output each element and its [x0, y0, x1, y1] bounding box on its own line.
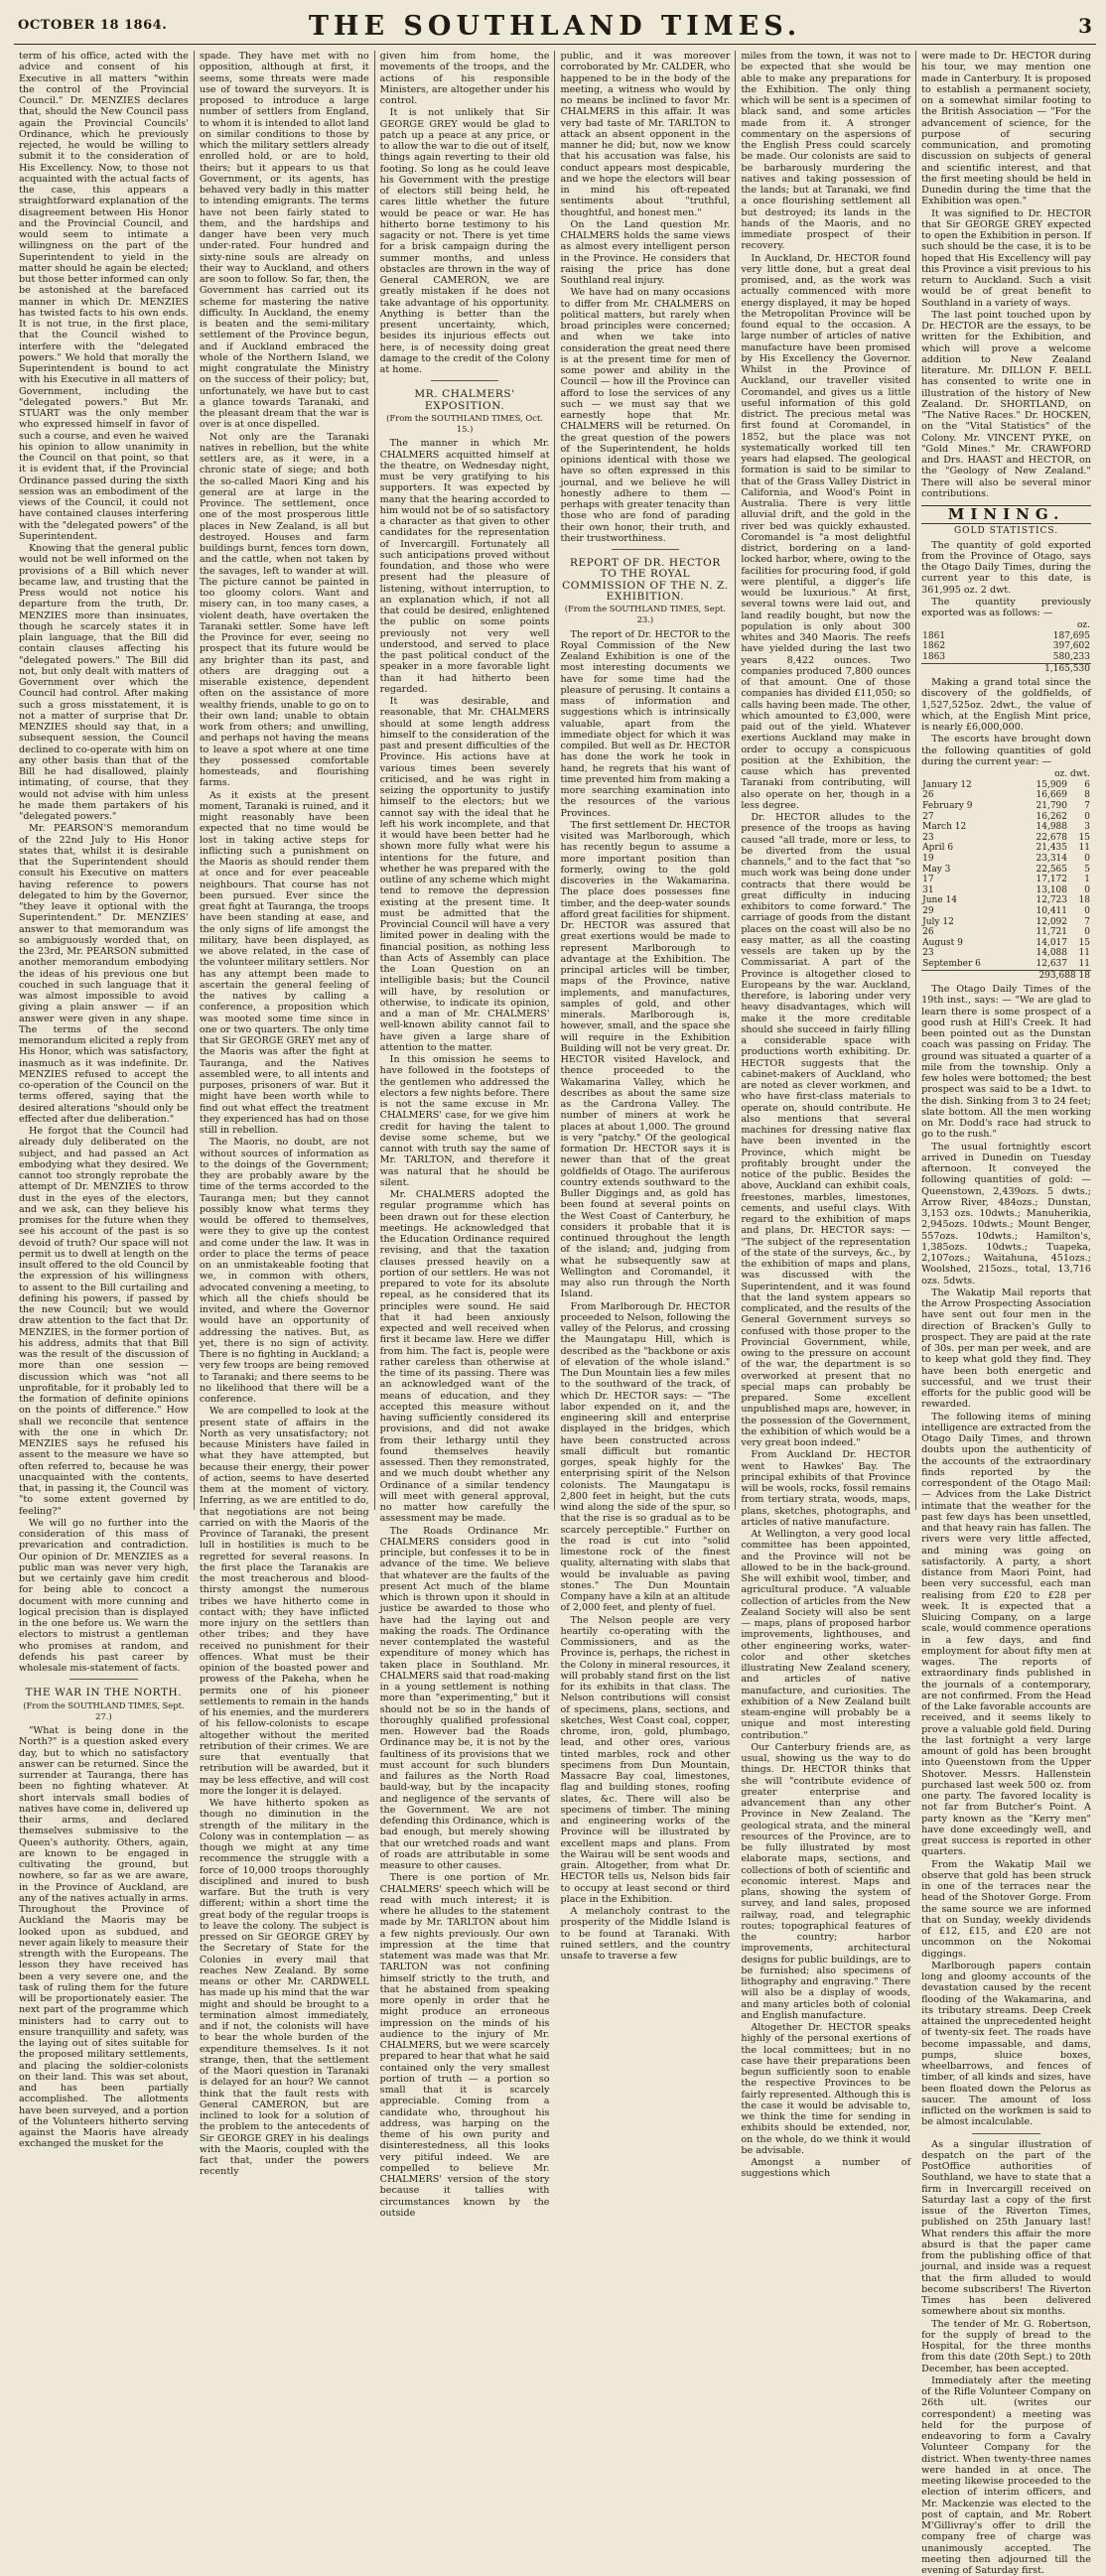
table-cell-dwt: 18 — [1078, 895, 1090, 906]
table-cell — [921, 970, 1012, 981]
issue-date: OCTOBER 18 1864. — [18, 18, 168, 33]
table-cell-date: June 14 — [922, 895, 957, 906]
article-heading-hector-report: REPORT OF DR. HECTOR TO THE ROYAL COMMISSION OF THE N. Z. EXHIBITION. — [562, 557, 729, 603]
table-cell-dwt: 0 — [1084, 853, 1090, 864]
article-heading-chalmers-exposition: MR. CHALMERS' EXPOSITION. — [414, 388, 515, 412]
paragraph: The Roads Ordinance Mr. CHALMERS considers good in principle, but confesses it to be in advance of the time. We believe that whatever are the faults of the present Act much of the blame which is thrown upon it should in justice be awarded to those who have had the laying out and making the roads. The Ordinance never contemplated the wasteful expenditure of money which has taken place in Southland. Mr. CHALMERS said that road-making in a young settlement is nothing more than "experimenting," but it should not be so in the hands of thoroughly qualified professional men. However bad the Roads Ordinance may be, it is not by the faultiness of its provisions that we must account for such blunders and failures as the North Road bauld-way, but by the incapacity and negligence of the servants of the Government. We are not defending this Ordinance, which is bad enough, but merely showing that our wretched roads and want of roads are attributable in some measure to other causes. — [379, 1525, 550, 1871]
table-row — [921, 652, 1091, 663]
table-cell-oz: 21,435 — [1036, 843, 1068, 854]
table-total-cell: 1,165,530 — [980, 663, 1091, 674]
article-source: (From the SOUTHLAND TIMES, Sept. 23.) — [564, 604, 727, 625]
table-cell-date: 26 — [922, 927, 934, 938]
paragraph: The quantity of gold exported from the Province of Otago, says the Otago Daily Times, during the current year to this date, is 361,995 oz. 2 dwt. — [921, 539, 1091, 596]
table-cell-oz: 14,088 — [1036, 948, 1068, 959]
table-cell-dwt: 0 — [1084, 927, 1090, 938]
article-source: (From the SOUTHLAND TIMES, Sept. 27.) — [23, 1699, 185, 1721]
table-cell-year: 1862 — [922, 641, 946, 652]
section-heading-mining: MINING. — [921, 505, 1091, 524]
paragraph: given him from home, the movements of the troops, and the actions of his responsible Ministers, are altogether under his control. — [379, 51, 550, 106]
table-cell-dwt: 11 — [1078, 843, 1090, 854]
paragraph: It was signified to Dr. HECTOR that Sir GEORGE GREY expected to open the Exhibition in person. If such should be the case, it is to be hoped that His Excellency will pay this Province a visit previous to his return to Auckland. Such a visit would be of great benefit to Southland in a variety of ways. — [921, 207, 1091, 309]
table-cell-dwt: 6 — [1084, 779, 1090, 790]
table-cell-dwt: 5 — [1084, 864, 1090, 875]
table-cell-oz: 22,678 — [1036, 832, 1068, 843]
paragraph: Not only are the Taranaki natives in rebellion, but the white settlers are, as it were, in a chronic state of siege; and both the so-called Maori King and his general are at large in the Province. The settlement, once one of the most prosperous little places in New Zealand, is all but destroyed. Houses and farm buildings burnt, fences torn down, and the cattle, when not taken by the savages, left to wander at will. The picture cannot be painted in too gloomy colors. Want and misery can, in too many cases, a violent death, have overtaken the Taranaki settler. Some have left the Province for ever, seeing no prospect that its future would be any brighter than its past, and others are dragging out a miserable existence, dependent often on the assistance of more wealthy friends, unable to go on to their own land; unable to obtain work from others; and unwilling, and perhaps not having the means to leave a spot where at one time they possessed comfortable homesteads, and flourishing farms. — [199, 431, 369, 789]
paragraph: As a singular illustration of despatch on the part of the PostOffice authorities of Southland, we have to state that a firm in Invercargill received on Saturday last a copy of the first issue of the Riverton Times, published on 25th January last! What renders this affair the more absurd is that the paper came from the publishing office of that journal, and inside was a request that the firm alluded to would become subscribers! The Riverton Times has been delivered somewhere about six months. — [921, 2138, 1091, 2318]
table-cell-oz: 16,262 — [1036, 811, 1068, 822]
divider — [612, 549, 679, 550]
table-cell-dwt: 0 — [1084, 811, 1090, 822]
table-cell-date: 19 — [922, 853, 934, 864]
table-cell-oz: 16,669 — [1036, 790, 1068, 801]
table-row — [921, 843, 1091, 854]
column-1 — [14, 51, 195, 2150]
table-cell-oz: 13,108 — [1036, 884, 1068, 895]
table-cell-oz: 14,988 — [1036, 822, 1068, 833]
table-cell-oz: 17,172 — [1036, 875, 1068, 885]
table-total-row — [921, 663, 1091, 674]
table-total-cell: 293,688 18 — [1012, 970, 1091, 981]
paragraph: We have had on many occasions to differ from Mr. CHALMERS on political matters, but rarely when broad principles were concerned; and when we take into consideration the great need there is at the present time for men of some power and ability in the Council — how ill the Province can afford to lose the services of any such — we must say that we earnestly hope that Mr. CHALMERS will be returned. On the great question of the powers of the Superintendent, he holds opinions identical with those we have so often expressed in this journal, and we believe he will honestly adhere to them — perhaps with greater tenacity than those who are fond of parading their own honor, their truth, and their trustworthiness. — [560, 287, 731, 544]
paragraph: were made to Dr. HECTOR during his tour, we may mention one made in Canterbury. It is proposed to establish a permanent society, on a somewhat similar footing to the British Association — "For the advancement of science, for the purpose of securing communication, and promoting discussion on subjects of general and scientific interest, and that the first meeting should be held in Dunedin during the time that the Exhibition was open." — [921, 51, 1091, 207]
paragraph: In this omission he seems to have followed in the footsteps of the gentlemen who addressed the electors a few nights before. There is not the same excuse in Mr. CHALMERS' case, for we give him credit for having the talent to devise some scheme, but we cannot with truth say the same of Mr. TARLTON, and therefore it was natural that he should be silent. — [379, 1054, 550, 1188]
paragraph: Our Canterbury friends are, as usual, showing us the way to do things. Dr. HECTOR thinks that she will "contribute evidence of greater enterprise and advancement than any other Province in New Zealand. The geological strata, and the mineral resources of the Province, are to be fully illustrated by most elaborate maps, sections, and collections of both of scientific and economic interest. Maps and plans, showing the system of survey, and land sales, proposed railway, road, and telegraphic routes; topographical features of the country; harbor improvements, architectural designs for public buildings, are to be furnished; also specimens of lithography and engraving." There will also be a display of woods, and many articles both of colonial and English manufacture. — [741, 1741, 911, 2021]
paragraph: The report of Dr. HECTOR to the Royal Commission of the New Zealand Exhibition is one of the most interesting documents we have for some time had the pleasure of perusing. It contains a mass of information and suggestions which is intrinsically valuable, apart from the immediate object for which it was compiled. But well as Dr. HECTOR has done the work he took in hand, he regrets that his want of time prevented him from making a more searching examination into the resources of the various Provinces. — [560, 628, 731, 819]
divider — [972, 2133, 1039, 2134]
table-row — [921, 885, 1091, 896]
table-cell-dwt: 15 — [1078, 937, 1090, 948]
paragraph: term of his office, acted with the advice and consent of his Executive in all matters "within the control of the Provincial Council." Dr. MENZIES declares that, should the New Council pass again the Provincial Councils' Ordinance, which he previously rejected, he would be willing to submit it to the consideration of His Excellency. Now, to those not acquainted with the actual facts of the case, this appears a straightforward explanation of the disagreement between His Honor and the Provincial Council, and would seem to intimate a willingness on the part of the Superintendent to yield in the matter should he again be elected; but those better informed can only be astonished at the barefaced manner in which Dr. MENZIES has twisted facts to his own ends. It is not true, in the first place, that the Council wished to interfere with the "delegated powers." We hold that morally the Superintendent is bound to act with his Executive in all matters of Government, including the "delegated powers." But Mr. STUART was the only member who expressed himself in favor of such a course, and even he waived his opinion to allow unanimity in the Council on that point, so that it is evident that, if the Provincial Ordinance passed during the sixth session was an embodiment of the views of the Council, it could not have contained clauses interfering with the "delegated powers" of the Superintendent. — [19, 51, 189, 542]
column-4 — [555, 51, 736, 1962]
column-3 — [375, 51, 556, 2219]
paragraph: The Wakatip Mail reports that the Arrow Prospecting Association have sent out four men in the direction of Bracken's Gully to prospect. They are paid at the rate of 30s. per man per week, and are to keep what gold they find. They have been both energetic and successful, and we trust their efforts for the public good will be rewarded. — [921, 1287, 1091, 1411]
table-row — [921, 790, 1091, 801]
paragraph: At Wellington, a very good local committee has been appointed, and the Province will not be allowed to be in the back-ground. She will exhibit wool, timber, and agricultural produce. "A valuable collection of articles from the New Zealand Society will also be sent — maps, plans of proposed harbor improvements, lighthouses, and other engineering works, water-color and other sketches illustrating New Zealand scenery, and articles of native manufacture, and curiosities. The exhibition of a New Zealand built steam-engine will probably be a unique and most interesting contribution." — [741, 1529, 911, 1741]
table-cell-oz: 22,565 — [1036, 864, 1068, 875]
paragraph: The manner in which Mr. CHALMERS acquitted himself at the theatre, on Wednesday night, must be very gratifying to his supporters. It was expected by many that the hearing accorded to him would not be of so satisfactory a character as that given to other candidates for the representation of Invercargill. Fortunately all such anticipations proved without foundation, and those who were present had the pleasure of listening, without interruption, to an explanation which, if not all that could be desired, enlightened the public on some points previously not very well understood, and served to place the past political conduct of the speaker in a more favorable light than it had hitherto been regarded. — [379, 438, 550, 695]
table-cell-date: 23 — [922, 948, 934, 959]
subheading-gold-statistics: GOLD STATISTICS. — [953, 526, 1059, 537]
paragraph: Altogether Dr. HECTOR speaks highly of the personal exertions of the local committees; but in no case have their preparations been begun sufficiently soon to enable the respective Provinces to be fairly represented. Although this is the case it would be advisable to, we think the time for sending in exhibits should be extended, nor, on the whole, do we think it would be advisable. — [741, 2022, 911, 2156]
paragraph: Marlborough papers contain long and gloomy accounts of the devastation caused by the recent flooding of the Wakamarina, and its tributary streams. Deep Creek attained the unprecedented height of twenty-six feet. The roads have become impassable, and dams, pumps, sluice boxes, wheelbarrows, and fences of timber, of all kinds and sizes, have been floated down the Pelorus as saucer. The amount of loss inflicted on the workmen is said to be almost incalculable. — [921, 1960, 1091, 2128]
table-cell-dwt: 1 — [1084, 875, 1090, 885]
table-cell-dwt: 8 — [1084, 790, 1090, 801]
paragraph: Knowing that the general public would not be well informed on the provisions of a Bill which never became law, and trusting that the Press would not notice his departure from the truth, Dr. MENZIES more than insinuates, though he scarcely states it in plain language, that the Bill did contain clauses affecting his "delegated powers." The Bill did not, but only dealt with matters of Government over which the Council had control. After making such a gross misstatement, it is not a matter of surprise that Dr. MENZIES should say that, in a subsequent session, the Council declined to co-operate with him on any other basis than that of the Bill he had disallowed, plainly intimating, of course, that they would not advise with him unless he made them partakers of his "delegated powers." — [19, 543, 189, 822]
table-row — [921, 801, 1091, 812]
table-cell-dwt: 0 — [1084, 884, 1090, 895]
table-row — [921, 854, 1091, 865]
paragraph: From Marlborough Dr. HECTOR proceeded to Nelson, following the valley of the Pelorus, and crossing the Maungatapu Hill, which is described as the "backbone or axis of elevation of the whole island." The Dun Mountain lies a few miles to the southward of the track, of which Dr. HECTOR says: — "The labor expended on it, and the engineering skill and enterprise displayed in the bridges, which have been constructed across small difficult but romantic gorges, speak highly for the enterprising spirit of the Nelson colonists. The Maungatapu is 2,800 feet in height, but the cuts wind along the side of the spur, so that the rise is so gradual as to be scarcely perceptible." Further on the road is cut into "solid limestone rock of the finest quality, alternating with slabs that would be invaluable as paving stones." The Dun Mountain Company have a kiln at an altitude of 2,000 feet, and plenty of fuel. — [560, 1300, 731, 1614]
table-cell-oz: 12,092 — [1036, 916, 1068, 927]
table-cell-date: 31 — [922, 884, 934, 895]
table-cell-dwt: 0 — [1084, 905, 1090, 916]
table-row — [921, 948, 1091, 959]
table-cell-oz: 187,695 — [1052, 630, 1090, 641]
table-row — [921, 812, 1091, 823]
table-cell-dwt: 11 — [1078, 958, 1090, 969]
paragraph: We have hitherto spoken as though no diminution in the strength of the military in the Colony was in contemplation — as though we might at any time recommence the struggle with a force of 10,000 troops thoroughly disciplined and inured to bush warfare. But the truth is very different; within a short time the great body of the regular troops is to leave the colony. The subject is pressed on Sir GEORGE GREY by the Secretary of State for the Colonies in every mail that reaches New Zealand. By some means or other Mr. CARDWELL has made up his mind that the war might and should be brought to a termination almost immediately, and if not, the colonists will have to bear the whole burden of the expenditure themselves. Is it not strange, then, that the settlement of the Maori question in Taranaki is delayed for an hour? We cannot think that the fault rests with General CAMERON, but are inclined to look for a solution of the problem to the antecedents of Sir GEORGE GREY in his dealings with the Maoris, coupled with the fact that, under the powers recently — [199, 1798, 369, 2178]
table-cell-date: 17 — [922, 875, 934, 885]
table-cell-dwt: 7 — [1084, 916, 1090, 927]
table-cell-date: 27 — [922, 811, 934, 822]
table-row — [921, 927, 1091, 938]
table-cell-date: January 12 — [922, 779, 972, 790]
table-cell-date: February 9 — [922, 801, 973, 811]
paragraph: Making a grand total since the discovery of the goldfields, of 1,527,525oz. 2dwt., the value of which, at the English Mint price, is nearly £6,000,000. — [921, 677, 1091, 734]
table-cell-oz: 14,017 — [1036, 937, 1068, 948]
paragraph: miles from the town, it was not to be expected that she would be able to make any preparations for the Exhibition. The only thing which will be sent is a specimen of black sand, and some articles made from it. A stronger commentary on the aspersions of the English Press could scarcely be made. Our colonists are said to be barbarously murdering the natives and taking possession of the lands; but at Taranaki, we find a once flourishing settlement all but destroyed; its lands in the hands of the Maoris, and no immediate prospect of their recovery. — [741, 51, 911, 252]
paragraph: In Auckland, Dr. HECTOR found very little done, but a great deal promised, and, as the work was actually commenced with more energy displayed, it may be hoped the Metropolitan Province will be found equal to the occasion. A large number of articles of native manufacture have been promised by His Excellency the Governor. Whilst in the Province of Auckland, our traveller visited Coromandel, and gives us a little useful information of this gold district. The precious metal was first found at Coromandel, in 1852, but the place was not systematically worked till ten years had elapsed. The geological formation is said to be similar to that of the Grass Valley District in California, and Wood's Point in Australia. There is very little alluvial drift, and the gold in the river bed was quickly exhausted. Coromandel is "a most delightful district, bordering on a land-locked harbor, where, owing to the facilities for procuring food, if gold were plentiful, a digger's life would be luxurious." At first, several towns were laid out, and land readily bought, but now the population is only about 300 whites and 340 Maoris. The reefs have yielded during the last two years 8,422 ounces. Two companies produced 7,800 ounces of that amount. One of those companies has divided £11,050; so calls having been made. The other, which amounted to £3,000, were paid out of the yield. Whatever exertions Auckland may make in order to occupy a conspicuous position at the Exhibition, the cause which has prevented Taranaki from contributing, will also operate on her, though in a less degree. — [741, 252, 911, 811]
article-columns — [14, 51, 1096, 2576]
paragraph: There is one portion of Mr. CHALMERS' speech which will be read with much interest; it is where he alludes to the statement made by Mr. TARLTON about him a few nights previously. Our own impression at the time that statement was made was that Mr. TARLTON was not confining himself strictly to the truth, and that he abstained from speaking more openly in order that he might produce an erroneous impression on the minds of his audience to the injury of Mr. CHALMERS, but we were scarcely prepared to hear that what he said contained only the very smallest portion of truth — a portion so small that it is scarcely appreciable. Coming from a candidate who, throughout his address, was harping on the theme of his own purity and disinterestedness, all this looks very pitiful indeed. We are compelled to believe Mr. CHALMERS' version of the story because it tallies with circumstances known by the outside — [379, 1872, 550, 2219]
table-cell-date: July 12 — [922, 916, 954, 927]
table-cell — [921, 663, 980, 674]
table-cell-oz: 23,314 — [1036, 853, 1068, 864]
article-heading-war-in-the-north: THE WAR IN THE NORTH. — [25, 1687, 183, 1699]
newspaper-title: THE SOUTHLAND TIMES. — [308, 11, 802, 42]
divider — [431, 380, 498, 381]
table-cell-year: 1863 — [922, 652, 946, 663]
table-total-row — [921, 970, 1091, 981]
table-cell-oz: 580,233 — [1052, 652, 1090, 663]
table-header-cell: oz. dwt. — [1054, 769, 1090, 780]
paragraph: Amongst a number of suggestions which — [741, 2157, 911, 2180]
column-6 — [916, 51, 1096, 2576]
table-row — [921, 917, 1091, 928]
table-cell-oz: 12,723 — [1036, 895, 1068, 906]
paragraph: The tender of Mr. G. Robertson, for the supply of bread to the Hospital, for the three months from this date (20th Sept.) to 20th December, has been accepted. — [921, 2318, 1091, 2374]
paragraph: The Nelson people are very heartily co-operating with the Commissioners, and as the Province is, perhaps, the richest in the Colony in mineral resources, it will probably stand first on the list for its exhibits in that class. The Nelson contributions will consist of specimens, plans, sections, and sketches, West Coast coal, copper, chrome, iron, gold, plumbago, lead, and other ores, various tinted marbles, rock and other specimens from Dun Mountain, Massacre Bay coal, limestones, flag and building stones, roofing slates, &c. There will also be specimens of timber. The mining and engineering works of the Province will be illustrated by excellent maps and plans. From the Wairau will be sent woods and grain. Altogether, from what Dr. HECTOR tells us, Nelson bids fair to occupy at least second or third place in the Exhibition. — [560, 1614, 731, 1905]
table-cell-oz: 397,602 — [1052, 641, 1090, 652]
table-cell-date: 29 — [922, 905, 934, 916]
table-cell-oz: 11,721 — [1036, 927, 1068, 938]
paragraph: He forgot that the Council had already duly deliberated on the subject, and had passed an Act embodying what they desired. We cannot too strongly reprobate the attempt of Dr. MENZIES to throw dust in the eyes of the electors, and we ask, can they believe his promises for the future when they see his account of the past is so devoid of truth? Our space will not permit us to dwell at length on the insult offered to the old Council by the expression of his willingness to assent to the Bill curtailing and defining his powers, if passed by the new Council; but we would draw attention to the fact that Dr. MENZIES, in the former portion of his address, admits that that Bill was the result of the discussion of more than one session — discussion which was "not all unprofitable, for it probably led to the formation of definite opinions on the points of difference." How shall we reconcile that sentence with the one in which Dr. MENZIES says he refused his assent to the measure we have so often referred to, because he was unacquainted with the contents, that, in passing it, the Council was "to some extent governed by feeling?" — [19, 1126, 189, 1517]
table-cell-oz: 12,637 — [1036, 958, 1068, 969]
table-header-row — [921, 769, 1091, 780]
table-row — [921, 938, 1091, 949]
masthead — [14, 8, 1096, 45]
paragraph: From Auckland Dr. HECTOR went to Hawkes' Bay. The principal exhibits of that Province will be wools, rocks, fossil remains from tertiary strata, woods, maps, plans, sketches, photographs, and articles of native manufacture. — [741, 1449, 911, 1528]
escort-table — [921, 769, 1091, 981]
paragraph: public, and it was moreover corroborated by Mr. CALDER, who happened to be in the body of the meeting, a witness who would by no means be inclined to favor Mr. CHALMERS in this affair. It was very bad taste of Mr. TARLTON to attack an absent opponent in the manner he did; but, now we know that his accusation was false, his conduct appears most despicable, and we hope the electors will bear in mind his oft-repeated sentiments about "truthful, thoughtful, and honest men." — [560, 51, 731, 218]
table-cell-date: 26 — [922, 790, 934, 801]
divider — [69, 1679, 137, 1680]
paragraph: The Otago Daily Times of the 19th inst., says: — "We are glad to learn there is some prospect of a good rush at Hill's Creek. It had been pointed out as the Dunstan coach was passing on Friday. The ground was situated a quarter of a mile from the township. Only a few holes were bottomed; the best prospect was said to be a 1dwt. to the dish. Sinking from 3 to 24 feet; slate bottom. All the men working on Mr. Dodd's race had struck to go to the rush." — [921, 984, 1091, 1141]
table-header-row — [921, 620, 1091, 631]
table-cell-oz: 15,909 — [1036, 779, 1068, 790]
table-row — [921, 641, 1091, 652]
table-row — [921, 865, 1091, 876]
table-cell-dwt: 15 — [1078, 832, 1090, 843]
paragraph: We will go no further into the consideration of this mass of prevarication and contradiction. Our opinion of Dr. MENZIES as a public man was never very high, but we certainly gave him credit for being able to concoct a document with more cunning and logical precision than is displayed in the one before us. We warn the electors to mistrust a gentleman who promises at random, and defends his past career by wholesale mis-statement of facts. — [19, 1517, 189, 1674]
table-row — [921, 780, 1091, 791]
table-cell-oz: 21,790 — [1036, 801, 1068, 811]
table-row — [921, 631, 1091, 642]
table-cell-date: March 12 — [922, 822, 967, 833]
paragraph: A melancholy contrast to the prosperity of the Middle Island is to be found at Taranaki. With ruined settlers, and the country unsafe to traverse a few — [560, 1906, 731, 1962]
table-row — [921, 906, 1091, 917]
paragraph: Dr. HECTOR alludes to the presence of the troops as having caused "all trade, more or less, to be diverted from the usual channels," and to the fact that "so much work was being done under contracts that there would be great difficulty in inducing exhibitors to come forward." The carriage of goods from the distant places on the coast will also be no easy matter, as all the coasting vessels are taken up by the Commissariat. A part of the Province is altogether closed to Europeans by the war. Auckland, therefore, is laboring under very heavy disadvantages, which will make it the more creditable should she succeed in fairly filling a considerable space with productions worth exhibiting. Dr. HECTOR suggests that the cabinet-makers of Auckland, who are noted as clever workmen, and who have first-class materials to operate on, should contribute. He also mentions that several machines for dressing native flax have been invented in the Province, which might be profitably brought under the notice of the public. Besides the above, Auckland can exhibit coals, freestones, marbles, limestones, cements, and useful clays. With regard to the exhibition of maps and plans, Dr. HECTOR says: — "The subject of the representation of the state of the surveys, &c., by the exhibition of maps and plans, was discussed with the Superintendent, and it was found that the land system appears so complicated, and the results of the General Government surveys so confused with those proper to the Provincial Government, while, owing to the pressure on account of the war, the department is so overworked at present that no special maps can probably be prepared. Some excellent unpublished maps are, however, in the possession of the Government, the exhibition of which would be a very great boon indeed." — [741, 812, 911, 1448]
table-row — [921, 875, 1091, 885]
paragraph: We are compelled to look at the present state of affairs in the North as very unsatisfactory; not because Ministers have failed in what they have attempted, but because their energy, their power of action, seems to have deserted them at the moment of victory. Inferring, as we are entitled to do, that negotiations are not being carried on with the Maoris of the Province of Taranaki, the present lull in hostilities is much to be regretted for several reasons. In the first place the Taranakis are the most treacherous and blood-thirsty amongst the numerous tribes we have hitherto come in contact with; they have inflicted more injury on the settlers than other tribes; and they have received no punishment for their offences. What must be their opinion of the boasted power and prowess of the Pakeha, when he permits one of his pioneer settlements to remain in the hands of his enemies, and the murderers of his fellow-colonists to escape altogether without the merited retribution of their crimes. We are sure that eventually that retribution will be awarded, but it may be less effective, and will cost more the longer it is delayed. — [199, 1406, 369, 1797]
paragraph: The last point touched upon by Dr. HECTOR are the essays, to be written for the Exhibition, and which will prove a welcome addition to New Zealand literature. Mr. DILLON F. BELL has consented to write one in illustration of the history of New Zealand. Dr. SHORTLAND, on "The Native Races." Dr. HOCKEN, on the "Vital Statistics" of the Colony. Mr. VINCENT PYKE, on "Gold Mines." Mr. CRAWFORD and Drs. HAAST and HECTOR, on the "Geology of New Zealand." There will also be several minor contributions. — [921, 309, 1091, 499]
paragraph: Mr. PEARSON'S memorandum of the 22nd July to His Honor states that, whilst it is desirable that the Superintendent should consult his Executive on matters having reference to powers delegated to him by the Governor, "they leave it optional with the Superintendent." Dr. MENZIES' answer to that memorandum was so ambiguously worded that, on the 23rd, Mr. PEARSON submitted another memorandum embodying the ideas of his previous one but couched in such language that it was almost impossible to avoid giving a plain answer — if an answer were given in any shape. The terms of the second memorandum elicited a reply from His Honor, which was satisfactory, inasmuch as it was indefinite. Dr. MENZIES refused to accept the co-operation of the Council on the terms offered, saying that the desired alterations "should only be effected after due deliberation." — [19, 823, 189, 1125]
table-cell-date: August 9 — [922, 937, 963, 948]
paragraph: spade. They have met with no opposition, although at first, it seems, some threats were made use of toward the surveyors. It is proposed to introduce a large number of settlers from England, to whom it is intended to allot land on similar conditions to those by which the military settlers already enrolled hold, or are to hold, theirs; but it appears to us that Government, or its agents, has behaved very badly in this matter to intending emigrants. The terms have not been fairly stated to them, and the hardships and danger have been very much under-rated. Four hundred and sixty-nine souls are already on their way to Auckland, and others are soon to follow. So far, then, the Government has carried out its scheme for mastering the native difficulty. In Auckland, the enemy is beaten and the semi-military settlement of the Province begun, and if Auckland embraced the whole of the Northern Island, we might congratulate the Ministry on the success of their policy; but, unfortunately, we have but to cast a glance towards Taranaki, and the pleasant dream that the war is over is at once dispelled. — [199, 51, 369, 431]
paragraph: As it exists at the present moment, Taranaki is ruined, and it might reasonably have been expected that no time would be lost in taking active steps for inflicting such a punishment on the Maoris as should render them at once and for ever peaceable neighbours. That course has not been pursued. Ever since the great fight at Tauranga, the troops have been standing at ease, and the only signs of life amongst the military, have been displayed, as we above related, in the case of the volunteer military settlers. Nor has any attempt been made to ascertain the general feeling of the natives by calling a conference, a proposition which was mooted some time since in one or two quarters. The only time that Sir GEORGE GREY met any of the Maoris was after the fight at Tauranga, and the Natives assembled were, to all intents and purposes, prisoners of war. But it might have been worth while to find out what effect the treatment they experienced has had on those still in rebellion. — [199, 789, 369, 1136]
paragraph: Immediately after the meeting of the Rifle Volunteer Company on 26th ult. (writes our correspondent) a meeting was held for the purpose of endeavoring to form a Cavalry Volunteer Company for the district. When twenty-three names were handed in at once. The meeting likewise proceeded to the election of interim officers, and Mr. Mackenzie was elected to the post of captain, and Mr. Robert M'Gillivray's offer to drill the company free of charge was unanimously accepted. The meeting then adjourned till the evening of Saturday first. — [921, 2374, 1091, 2576]
table-cell-oz: 10,411 — [1036, 905, 1068, 916]
table-cell-date: 23 — [922, 832, 934, 843]
paragraph: The first settlement Dr. HECTOR visited was Marlborough, which has recently begun to assume a more important position than formerly, owing to the gold discoveries in the Wakamarina. The place does possesses fine timber, and the deep-water sounds afford great facilities for shipment. Dr. HECTOR was assured that great exertions would be made to represent Marlborough to advantage at the Exhibition. The principal articles will be timber, maps of the Province, native implements, and manufactures, samples of gold, and other minerals. Marlborough is, however, small, and the space she will require in the Exhibition Building will not be very great. Dr. HECTOR visited Havelock, and thence proceeded to the Wakamarina Valley, which he describes as about the same size as the Cardrona Valley. The number of miners at work he places at about 1,000. The ground is very "patchy." Of the geological formation Dr. HECTOR says it is newer than that of the great goldfields of Otago. The auriferous country extends southward to the Buller Diggings and, as gold has been found at several points on the West Coast of Canterbury, he considers it probable that it is continued throughout the length of the island; and, judging from what he subsequently saw at Wellington and Coromandel, it may also run through the North Island. — [560, 819, 731, 1300]
article-source: (From the SOUTHLAND TIMES, Oct. 15.) — [386, 412, 544, 434]
yearly-export-table — [921, 620, 1091, 674]
table-cell-year: 1861 — [922, 630, 946, 641]
paragraph: Mr. CHALMERS adopted the regular programme which has been drawn out for these election meetings. He acknowledged that the Education Ordinance required revising, and that the taxation clauses pressed heavily on a portion of our settlers. He was not prepared to vote for its absolute repeal, as he considered that its principles were sound. He said that it had been anxiously expected and well received when first it became law. Here we differ from him. The fact is, people were rather careless than otherwise at the time of its passing. There was an acknowledged want of the means of education, and they accepted this measure without having sufficiently considered its provisions, and did not awake from their lethargy until they found themselves heavily assessed. Then they remonstrated, and we much doubt whether any Ordinance of a similar tendency will meet with general approval, no matter how carefully the assessment may be made. — [379, 1189, 550, 1525]
paragraph: It is not unlikely that Sir GEORGE GREY would be glad to patch up a peace at any price, or to allow the war to die out of itself, things again reverting to their old footing. So long as he could leave his Government with the prestige of electors still being held, he cares little whether the future would be peace or war. He has hitherto borne testimony to his sagacity or not. There is yet time for a brisk campaign during the summer months, and unless obstacles are thrown in the way of General CAMERON, we are greatly mistaken if he does not take advantage of his opportunity. Anything is better than the present uncertainty, which, besides its injurious effects out here, is of necessity doing great damage to the credit of the Colony at home. — [379, 107, 550, 375]
paragraph: On the Land question Mr. CHALMERS holds the same views as almost every intelligent person in the Province. He considers that raising the price has done Southland real injury. — [560, 218, 731, 286]
table-cell-date: April 6 — [922, 843, 954, 854]
paragraph: From the Wakatip Mail we observe that gold has been struck in one of the terraces near the head of the Shotover Gorge. From the same source we are informed that on Sunday, weekly dividends of £12, £15, and £20 are not uncommon on the Nokomai diggings. — [921, 1858, 1091, 1960]
column-5 — [736, 51, 916, 2180]
table-row — [921, 895, 1091, 906]
table-cell-date: September 6 — [922, 958, 981, 969]
paragraph: The escorts have brought down the following quantities of gold during the current year: — — [921, 734, 1091, 767]
table-cell-dwt: 7 — [1084, 801, 1090, 811]
table-row — [921, 833, 1091, 844]
paragraph: "What is being done in the North?" is a question asked every day, but to which no satisfactory answer can be returned. Since the surrender at Tauranga, there has been no fighting whatever. At short intervals small bodies of natives have come in, delivered up their arms, and declared themselves submissive to the Queen's authority. Others, again, are known to be engaged in cultivating the ground, but nowhere, so far as we are aware, in the Province of Auckland, are any of the natives actually in arms. Throughout the Province of Auckland the Maoris may be looked upon as subdued, and never again likely to measure their strength with the Europeans. The lesson they have received has been a very severe one, and the task of ruling them for the future will be proportionately easier. The next part of the programme which ministers had to carry out to ensure tranquillity and safety, was the laying out of sites suitable for the proposed military settlements, and placing the soldier-colonists on their land. This was set about, and has been partially accomplished. The allotments have been surveyed, and a portion of the Volunteers hitherto serving against the Maoris have already exchanged the musket for the — [19, 1725, 189, 2150]
table-header-cell: oz. — [1076, 620, 1090, 631]
page-number: 3 — [1078, 14, 1092, 38]
paragraph: The Maoris, no doubt, are not without sources of information as to the doings of the Government; they are probably aware by the time of the terms accorded to the Tauranga men; but they cannot possibly know what terms they would be offered to themselves, were they to give up the contest and come under the law. It was in order to place the terms of peace on an unmistakeable footing that we, in common with others, advocated convening a meeting, to which all the chiefs should be invited, and where the Governor would have an opportunity of addressing the natives. But, as yet, there is no sign of activity. There is no fighting in Auckland; a very few troops are being removed to Taranaki; and there seems to be no likelihood that there will be a conference. — [199, 1137, 369, 1405]
table-cell-dwt: 3 — [1084, 822, 1090, 833]
table-cell-date: May 3 — [922, 864, 951, 875]
paragraph: The quantity previously exported was as follows: — — [921, 596, 1091, 618]
column-2 — [195, 51, 375, 2178]
table-row — [921, 959, 1091, 970]
paragraph: The following items of mining intelligence are extracted from the Otago Daily Times, and thrown doubts upon the authenticity of the accounts of the extraordinary finds reported by the correspondent of the Otago Mail: — Advices from the Lake District intimate that the weather for the past few days has been unsettled, and that heavy rain has fallen. The rivers were very little affected, and mining was going on satisfactorily. A party, a short distance from Maori Point, had been very successful, each man realising from £20 to £28 per week. It is expected that a Sluicing Company, on a large scale, would commence operations in a few days, and find employment for about fifty men at wages. The reports of extraordinary finds published in the journals of a contemporary, are not confirmed. From the Head of the Lake favorable accounts are received, and it seems likely to prove a valuable gold field. During the last fortnight a very large amount of gold has been brought into Queenstown from the Upper Shotover. Messrs. Hallenstein purchased last week 500 oz. from one party. The favored locality is not far from Butcher's Point. A party known as the "Kerry men" have done exceedingly well, and great success is reported in other quarters. — [921, 1411, 1091, 1858]
paragraph: The usual fortnightly escort arrived in Dunedin on Tuesday afternoon. It conveyed the following quantities of gold: — Queenstown, 2,439ozs. 5 dwts.; Arrow River, 484ozs.; Dunstan, 3,153 ozs. 10dwts.; Manuherikia, 2,945ozs. 10dwts.; Mount Benger, 557ozs. 10dwts.; Hamilton's, 1,385ozs. 10dwts.; Tuapeka, 2,107ozs.; Waitahuna, 451ozs.; Woolshed, 215ozs., total, 13,716 ozs. 5dwts. — [921, 1141, 1091, 1287]
table-row — [921, 822, 1091, 833]
table-cell-dwt: 11 — [1078, 948, 1090, 959]
paragraph: It was desirable, and reasonable, that Mr. CHALMERS should at some length address himself to the consideration of the past and present difficulties of the Province. His actions have at various times been severely criticised, and he was right in seizing the opportunity to justify himself to the electors; but we cannot say with the ideal that he left his work incomplete, and that it would have been better had he shown more fully what were his intentions for the future, and whether he was prepared with the outline of any scheme which might tend to remove the depression existing at the present time. It must be admitted that the Provincial Council will have a very limited power in dealing with the financial position, as nothing less than Acts of Assembly can place the Loan Question on an intelligible basis; but the Council will have, by resolution or otherwise, to indicate its opinion, and a man of Mr. CHALMERS' well-known ability cannot fail to have given a large share of attention to the matter. — [379, 696, 550, 1053]
